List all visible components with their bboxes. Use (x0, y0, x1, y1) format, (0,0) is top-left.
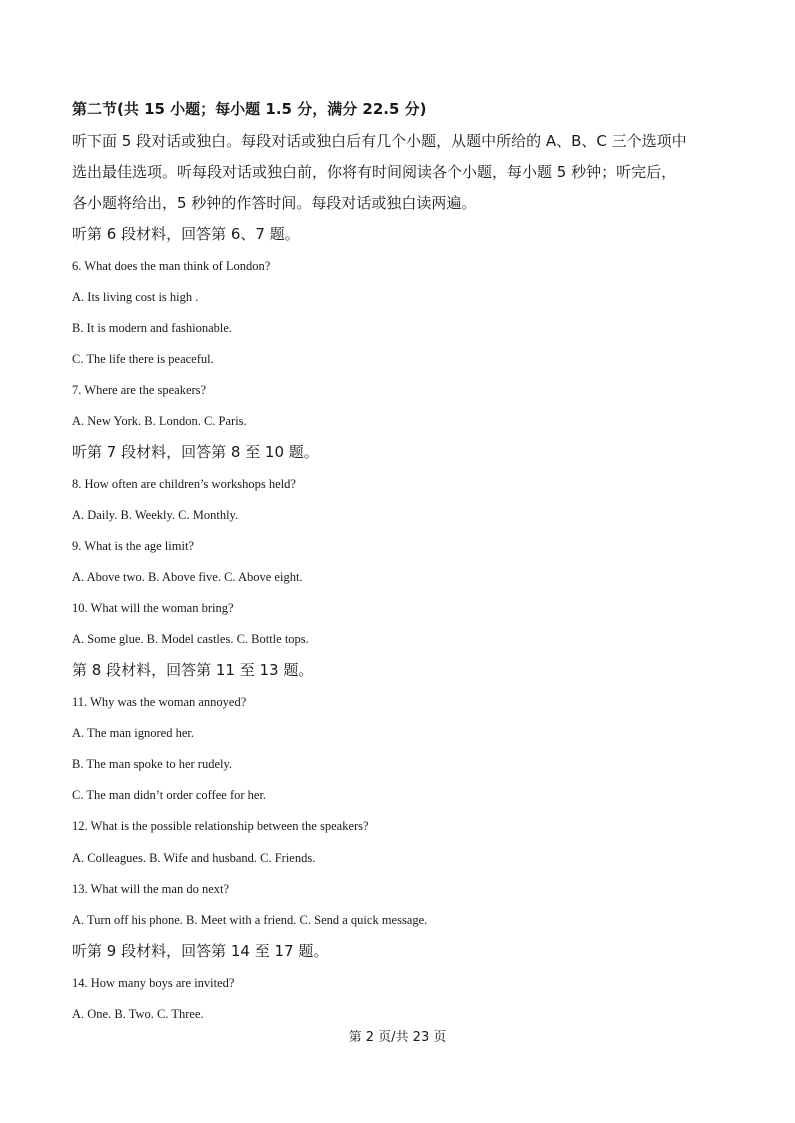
instruction-line-1: 听下面 5 段对话或独白。每段对话或独白后有几个小题，从题中所给的 A、B、C 三个选项中 (72, 132, 687, 150)
question-text: 12. What is the possible relationship between the speakers? (72, 819, 369, 833)
answer-option: B. The man spoke to her rudely. (72, 757, 233, 771)
question-text: 8. How often are children’s workshops held? (72, 477, 296, 491)
instruction-line-2: 选出最佳选项。听每段对话或独白前，你将有时间阅读各个小题，每小题 5 秒钟；听完后， (72, 163, 677, 181)
material-heading: 第 8 段材料，回答第 11 至 13 题。 (72, 661, 314, 679)
answer-options: A. Colleagues. B. Wife and husband. C. Friends. (72, 851, 316, 865)
answer-option: B. It is modern and fashionable. (72, 321, 233, 335)
section-title: 第二节(共 15 小题；每小题 1.5 分，满分 22.5 分) (72, 100, 427, 118)
material-heading: 听第 6 段材料，回答第 6、7 题。 (72, 225, 300, 243)
question-text: 10. What will the woman bring? (72, 601, 234, 615)
question-text: 9. What is the age limit? (72, 539, 194, 553)
instruction-line-3: 各小题将给出，5 秒钟的作答时间。每段对话或独白读两遍。 (72, 194, 477, 212)
question-text: 14. How many boys are invited? (72, 976, 235, 990)
material-heading: 听第 7 段材料，回答第 8 至 10 题。 (72, 443, 319, 461)
answer-options: A. New York. B. London. C. Paris. (72, 414, 247, 428)
page-number-footer: 第 2 页/共 23 页 (348, 1030, 447, 1045)
answer-option: C. The man didn’t order coffee for her. (72, 788, 267, 802)
question-text: 7. Where are the speakers? (72, 383, 207, 397)
answer-options: A. One. B. Two. C. Three. (72, 1007, 204, 1021)
answer-option: A. The man ignored her. (72, 726, 194, 740)
answer-options: A. Some glue. B. Model castles. C. Bottle tops. (72, 632, 309, 646)
answer-option: C. The life there is peaceful. (72, 352, 214, 366)
answer-option: A. Its living cost is high . (72, 290, 199, 304)
material-heading: 听第 9 段材料，回答第 14 至 17 题。 (72, 942, 329, 960)
answer-options: A. Turn off his phone. B. Meet with a friend. C. Send a quick message. (72, 913, 428, 927)
answer-options: A. Above two. B. Above five. C. Above eight. (72, 570, 303, 584)
question-text: 13. What will the man do next? (72, 882, 230, 896)
answer-options: A. Daily. B. Weekly. C. Monthly. (72, 508, 239, 522)
question-text: 11. Why was the woman annoyed? (72, 695, 247, 709)
question-text: 6. What does the man think of London? (72, 259, 271, 273)
